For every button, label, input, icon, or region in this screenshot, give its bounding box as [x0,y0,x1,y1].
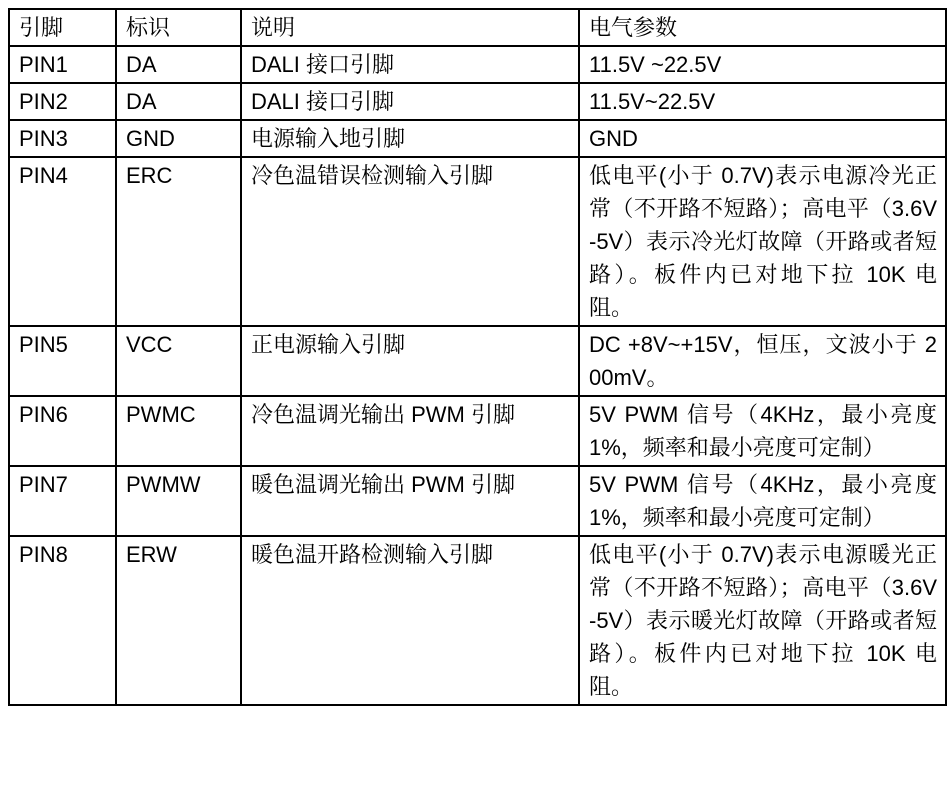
params-cell: GND [579,120,946,157]
pin-cell: PIN6 [9,396,116,466]
label-cell: VCC [116,326,241,396]
params-cell: 低电平(小于 0.7V)表示电源冷光正常（不开路不短路）；高电平（3.6V-5V）表示冷光灯故障（开路或者短路）。板件内已对地下拉 10K 电阻。 [579,157,946,326]
column-header-label: 标识 [116,9,241,46]
params-cell: 11.5V ~22.5V [579,46,946,83]
pin-cell: PIN4 [9,157,116,326]
params-cell: 11.5V~22.5V [579,83,946,120]
label-cell: PWMW [116,466,241,536]
table-row [9,396,946,466]
description-cell: 暖色温开路检测输入引脚 [241,536,579,705]
header-row [9,9,946,46]
table-row [9,120,946,157]
pin-cell: PIN8 [9,536,116,705]
label-cell: ERC [116,157,241,326]
table-row [9,536,946,705]
table-row [9,46,946,83]
table-row [9,157,946,326]
params-cell: 低电平(小于 0.7V)表示电源暖光正常（不开路不短路）；高电平（3.6V-5V）表示暖光灯故障（开路或者短路）。板件内已对地下拉 10K 电阻。 [579,536,946,705]
label-cell: GND [116,120,241,157]
label-cell: PWMC [116,396,241,466]
pin-cell: PIN1 [9,46,116,83]
column-header-pin: 引脚 [9,9,116,46]
params-cell: DC +8V~+15V，恒压，文波小于 200mV。 [579,326,946,396]
pin-cell: PIN2 [9,83,116,120]
pin-cell: PIN3 [9,120,116,157]
column-header-description: 说明 [241,9,579,46]
description-cell: DALI 接口引脚 [241,46,579,83]
pin-definition-table [8,8,947,706]
description-cell: 电源输入地引脚 [241,120,579,157]
description-cell: DALI 接口引脚 [241,83,579,120]
label-cell: DA [116,83,241,120]
label-cell: ERW [116,536,241,705]
column-header-params: 电气参数 [579,9,946,46]
table-row [9,326,946,396]
table-row [9,83,946,120]
description-cell: 冷色温调光输出 PWM 引脚 [241,396,579,466]
table-row [9,466,946,536]
label-cell: DA [116,46,241,83]
description-cell: 冷色温错误检测输入引脚 [241,157,579,326]
pin-cell: PIN7 [9,466,116,536]
description-cell: 暖色温调光输出 PWM 引脚 [241,466,579,536]
pin-cell: PIN5 [9,326,116,396]
params-cell: 5V PWM 信号（4KHz，最小亮度 1%，频率和最小亮度可定制） [579,466,946,536]
params-cell: 5V PWM 信号（4KHz，最小亮度 1%，频率和最小亮度可定制） [579,396,946,466]
description-cell: 正电源输入引脚 [241,326,579,396]
